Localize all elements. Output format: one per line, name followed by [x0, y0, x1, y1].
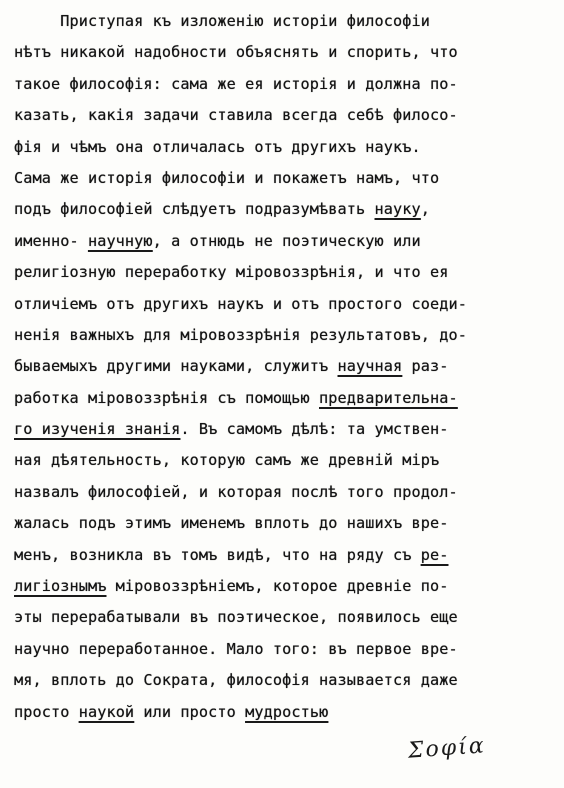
underlined-word: мудростью — [245, 702, 329, 721]
text-segment: религіозную переработку міровоззрѣнія, и что ея — [14, 263, 449, 282]
text-segment: эты перерабатывали въ поэтическое, появилось еще — [14, 608, 458, 627]
text-segment: назвалъ философіей, и которая послѣ того продол- — [14, 482, 458, 501]
underlined-word: наукой — [78, 702, 135, 721]
text-line — [14, 697, 554, 728]
text-segment: работка міровоззрѣнія съ помощью — [14, 388, 320, 407]
text-line — [14, 351, 554, 382]
text-line — [14, 289, 554, 320]
underlined-word: лигіознымъ — [14, 577, 107, 596]
text-segment: Приступая къ изложенію исторіи философіи — [14, 12, 430, 30]
underlined-word: научную — [87, 231, 153, 250]
text-line — [14, 6, 554, 37]
underlined-word: науку — [374, 200, 421, 219]
underlined-word: ре- — [420, 545, 449, 564]
text-segment: нѣтъ никакой надобности объяснять и спорить, что — [14, 43, 458, 62]
text-segment: подъ философіей слѣдуетъ подразумѣвать — [14, 200, 375, 219]
text-segment: менъ, возникла въ томъ видѣ, что на ряду съ — [14, 545, 421, 564]
text-line — [14, 69, 554, 100]
text-line — [14, 540, 554, 571]
text-line — [14, 602, 554, 633]
text-segment: , — [420, 200, 430, 219]
text-segment: раз- — [402, 357, 449, 376]
text-segment: , а отнюдь не поэтическую или — [152, 231, 421, 250]
underlined-word: предварительна- — [319, 388, 458, 407]
text-line — [14, 100, 554, 131]
handwritten-greek-annotation: Σοφία — [407, 733, 487, 764]
text-line — [14, 477, 554, 508]
text-segment: такое философія: сама же ея исторія и должна по- — [14, 74, 458, 93]
text-segment: мя, вплоть до Сократа, философія называется даже — [14, 671, 458, 690]
text-line — [14, 37, 554, 68]
text-segment: . Въ самомъ дѣлѣ: та умствен- — [180, 420, 449, 439]
text-line — [14, 571, 554, 602]
text-segment: или просто — [134, 702, 246, 721]
text-line — [14, 665, 554, 696]
text-line — [14, 414, 554, 445]
text-line — [14, 508, 554, 539]
text-line — [14, 194, 554, 225]
text-segment: казать, какія задачи ставила всегда себѣ филосо- — [14, 106, 458, 125]
text-line — [14, 445, 554, 476]
text-segment: отличіемъ отъ другихъ наукъ и отъ простого соеди- — [14, 294, 467, 313]
underlined-word: научная — [337, 357, 403, 376]
text-segment: Сама же исторія философіи и покажетъ намъ, что — [14, 168, 440, 187]
text-segment: просто — [14, 702, 79, 721]
text-segment: именно- — [14, 231, 88, 250]
text-line — [14, 320, 554, 351]
text-line — [14, 383, 554, 414]
text-line — [14, 257, 554, 288]
text-segment: міровоззрѣніемъ, которое древніе по- — [106, 577, 449, 596]
text-segment: ная дѣятельность, которую самъ же древній міръ — [14, 451, 440, 470]
typescript-text — [14, 6, 554, 728]
text-segment: жалась подъ этимъ именемъ вплоть до нашихъ вре- — [14, 514, 449, 533]
underlined-word: го изученія знанія — [14, 420, 181, 439]
text-segment: научно переработанное. Мало того: въ первое вре- — [14, 639, 458, 658]
text-line — [14, 634, 554, 665]
text-line — [14, 226, 554, 257]
text-segment: бываемыхъ другими науками, служитъ — [14, 357, 338, 376]
text-segment: фія и чѣмъ она отличалась отъ другихъ наукъ. — [14, 137, 421, 156]
text-line — [14, 163, 554, 194]
text-line — [14, 132, 554, 163]
text-segment: ненія важныхъ для міровоззрѣнія результатовъ, до- — [14, 325, 467, 344]
